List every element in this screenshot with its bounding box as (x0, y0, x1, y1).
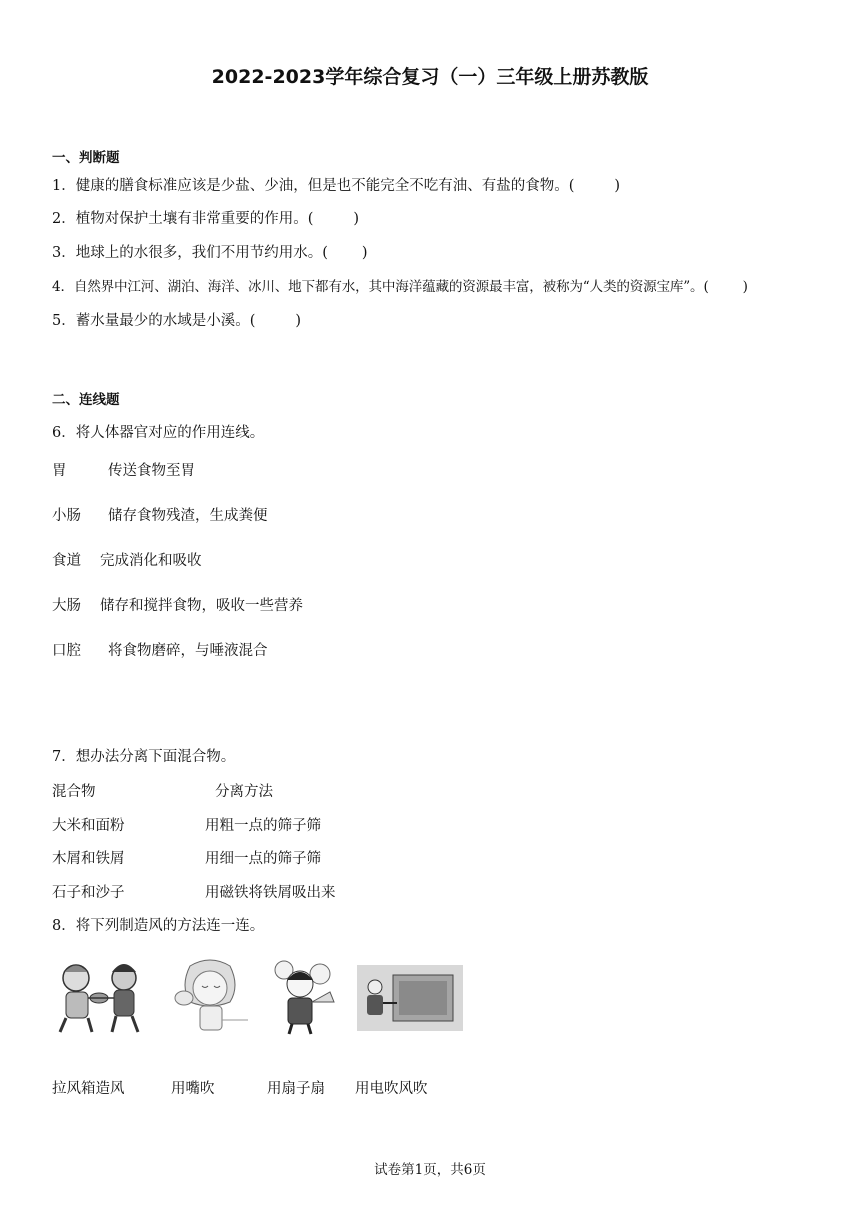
question-text: 自然界中江河、湖泊、海洋、冰川、地下都有水，其中海洋蕴藏的资源最丰富，被称为“人类的资源宝库”。( (73, 279, 709, 295)
question-7: 7．想办法分离下面混合物。 (52, 749, 236, 765)
question-1 (52, 174, 620, 195)
wind-method-label: 用扇子扇 (267, 1081, 325, 1097)
mixture-header: 混合物 (52, 784, 96, 800)
answer-paren-close: ) (614, 178, 621, 194)
question-text: 地球上的水很多，我们不用节约用水。( (75, 245, 328, 261)
function-label: 储存和搅拌食物，吸收一些营养 (100, 598, 303, 614)
organ-label: 食道 (52, 553, 81, 569)
hairdryer-illustration (357, 965, 463, 1031)
question-number: 2． (52, 211, 76, 227)
method-label: 用粗一点的筛子筛 (205, 818, 321, 834)
function-label: 传送食物至胃 (108, 463, 195, 479)
mixture-label: 石子和沙子 (52, 885, 125, 901)
fan-illustration (266, 958, 340, 1036)
function-label: 完成消化和吸收 (100, 553, 202, 569)
question-4 (52, 275, 748, 295)
function-label: 储存食物残渣，生成粪便 (108, 508, 268, 524)
wind-method-label: 用电吹风吹 (355, 1081, 428, 1097)
question-5 (52, 309, 301, 330)
answer-paren-close: ) (353, 211, 360, 227)
section-heading-matching: 二、连线题 (52, 392, 120, 408)
section-heading-judgment: 一、判断题 (52, 150, 120, 166)
wind-method-label: 用嘴吹 (171, 1081, 215, 1097)
question-text: 植物对保护土壤有非常重要的作用。( (75, 211, 314, 227)
question-3 (52, 241, 368, 262)
organ-label: 口腔 (52, 643, 81, 659)
answer-paren-close: ) (361, 245, 368, 261)
answer-paren-close: ) (295, 313, 302, 329)
question-number: 5． (52, 313, 76, 329)
organ-label: 小肠 (52, 508, 81, 524)
wind-method-label: 拉风箱造风 (52, 1081, 125, 1097)
question-number: 1． (52, 178, 76, 194)
page-footer: 试卷第1页，共6页 (374, 1162, 486, 1178)
method-label: 用细一点的筛子筛 (205, 851, 321, 867)
organ-label: 大肠 (52, 598, 81, 614)
question-number: 4． (52, 279, 74, 295)
mixture-label: 木屑和铁屑 (52, 851, 125, 867)
organ-label: 胃 (52, 463, 67, 479)
mixture-label: 大米和面粉 (52, 818, 125, 834)
bellows-illustration (52, 958, 152, 1036)
blowing-illustration (170, 958, 250, 1036)
question-text: 蓄水量最少的水域是小溪。( (75, 313, 256, 329)
question-text: 健康的膳食标准应该是少盐、少油，但是也不能完全不吃有油、有盐的食物。( (75, 178, 575, 194)
method-label: 用磁铁将铁屑吸出来 (205, 885, 336, 901)
function-label: 将食物磨碎，与唾液混合 (108, 643, 268, 659)
answer-paren-close: ) (742, 279, 748, 295)
question-2 (52, 207, 359, 228)
method-header: 分离方法 (215, 784, 273, 800)
question-number: 3． (52, 245, 76, 261)
page-title: 2022-2023学年综合复习（一）三年级上册苏教版 (211, 66, 649, 88)
question-8: 8．将下列制造风的方法连一连。 (52, 918, 265, 934)
question-6: 6．将人体器官对应的作用连线。 (52, 425, 265, 441)
